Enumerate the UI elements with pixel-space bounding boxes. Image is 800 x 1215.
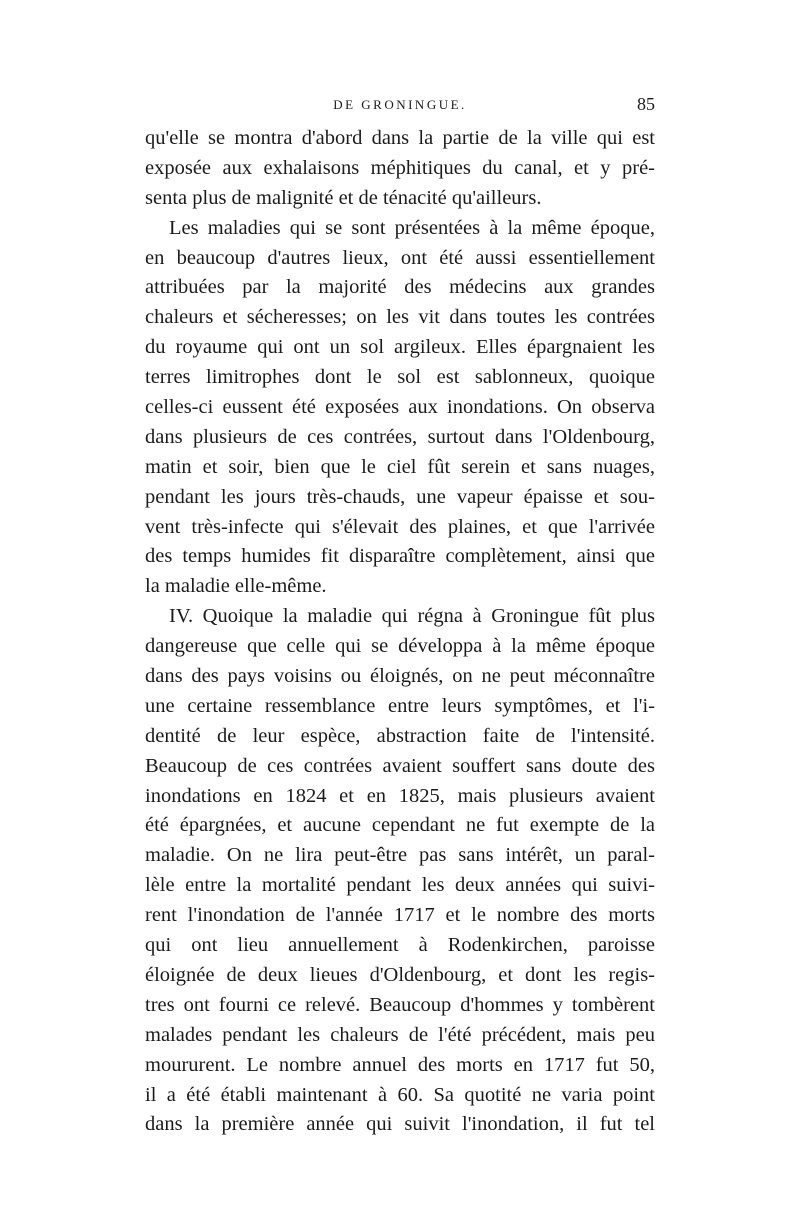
text-line: terres limitrophes dont le sol est sablonneux, quoique [145, 366, 655, 389]
text-line: tres ont fourni ce relevé. Beaucoup d'hommes y tombèrent [145, 993, 655, 1016]
text-line: une certaine ressemblance entre leurs symptômes, et l'i- [145, 694, 655, 717]
text-line: IV. Quoique la maladie qui régna à Groningue fût plus [169, 605, 655, 628]
text-line: Beaucoup de ces contrées avaient souffert sans doute des [145, 754, 655, 777]
text-line: attribuées par la majorité des médecins aux grandes [145, 276, 655, 299]
text-line: éloignée de deux lieues d'Oldenbourg, et dont les regis- [145, 963, 655, 986]
text-line: lèle entre la mortalité pendant les deux années qui suivi- [145, 874, 655, 897]
text-line: celles-ci eussent été exposées aux inondations. On observa [145, 396, 655, 419]
text-line: été épargnées, et aucune cependant ne fut exempte de la [145, 814, 655, 837]
page-number: 85 [637, 94, 655, 114]
text-line: Les maladies qui se sont présentées à la même époque, [169, 216, 655, 239]
body-text [145, 124, 655, 1140]
text-line: la maladie elle-même. [145, 575, 327, 598]
text-line: dans plusieurs de ces contrées, surtout dans l'Oldenbourg, [145, 425, 655, 448]
text-line: en beaucoup d'autres lieux, ont été aussi essentiellement [145, 246, 655, 269]
text-line: dentité de leur espèce, abstraction faite de l'intensité. [145, 724, 655, 747]
text-line: qui ont lieu annuellement à Rodenkirchen, paroisse [145, 934, 655, 957]
text-line: moururent. Le nombre annuel des morts en 1717 fut 50, [145, 1053, 655, 1076]
page-header [145, 94, 655, 121]
text-line: il a été établi maintenant à 60. Sa quotité ne varia point [145, 1083, 655, 1106]
text-line: exposée aux exhalaisons méphitiques du canal, et y pré- [145, 156, 655, 179]
running-title: DE GRONINGUE. [333, 97, 467, 112]
text-line: vent très-infecte qui s'élevait des plaines, et que l'arrivée [145, 515, 655, 538]
text-line: pendant les jours très-chauds, une vapeur épaisse et sou- [145, 485, 655, 508]
text-line: malades pendant les chaleurs de l'été précédent, mais peu [145, 1023, 655, 1046]
text-line: des temps humides fit disparaître complètement, ainsi que [145, 545, 655, 568]
text-line: rent l'inondation de l'année 1717 et le nombre des morts [145, 904, 655, 927]
text-line: dans des pays voisins ou éloignés, on ne peut méconnaître [145, 665, 655, 688]
text-line: maladie. On ne lira peut-être pas sans intérêt, un paral- [145, 844, 655, 867]
text-line: inondations en 1824 et en 1825, mais plusieurs avaient [145, 784, 655, 807]
text-line: matin et soir, bien que le ciel fût serein et sans nuages, [145, 455, 655, 478]
text-line: dangereuse que celle qui se développa à la même époque [145, 635, 655, 658]
text-line: qu'elle se montra d'abord dans la partie de la ville qui est [145, 127, 655, 149]
text-line: du royaume qui ont un sol argileux. Elles épargnaient les [145, 336, 655, 359]
text-line: dans la première année qui suivit l'inondation, il fut tel [145, 1113, 655, 1136]
text-line: senta plus de malignité et de ténacité qu'ailleurs. [145, 186, 542, 209]
text-line: chaleurs et sécheresses; on les vit dans toutes les contrées [145, 306, 655, 329]
